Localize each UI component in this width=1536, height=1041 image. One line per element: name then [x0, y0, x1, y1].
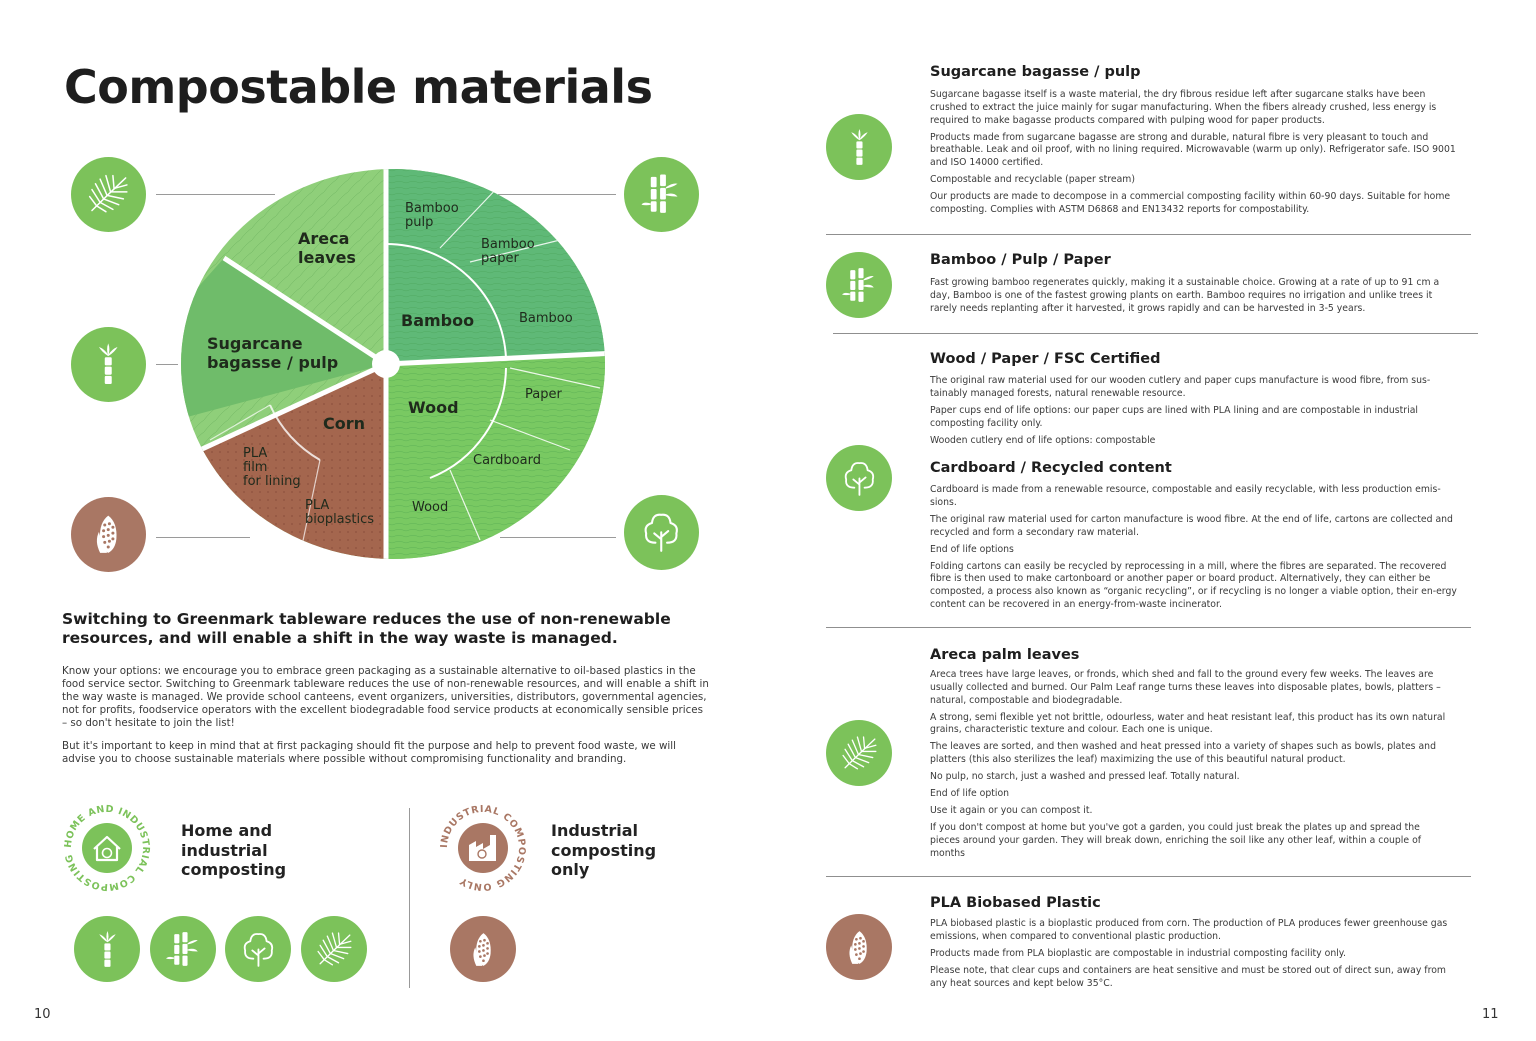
wheel-label-pla-film: PLA film for lining: [243, 446, 301, 489]
tree-icon: [225, 916, 291, 982]
section-title-cardboard: Cardboard / Recycled content: [930, 460, 1172, 476]
wheel-label-bamboo-paper: Bamboo paper: [481, 237, 535, 266]
tree-icon: [826, 445, 892, 511]
wheel-label-paper: Paper: [525, 387, 562, 402]
section-title-areca: Areca palm leaves: [930, 647, 1080, 663]
intro-heading: Switching to Greenmark tableware reduces the use of non-renewable resources, and will enable a shift in the way waste is managed.: [62, 610, 671, 647]
page-number-right: 11: [1482, 1007, 1499, 1022]
wheel-label-wood-outer: Wood: [412, 500, 449, 515]
section-divider: [826, 234, 1471, 235]
page-title: Compostable materials: [64, 60, 653, 114]
page-number-left: 10: [34, 1007, 51, 1022]
palm-leaf-icon: [826, 720, 892, 786]
intro-paragraph-2: But it's important to keep in mind that at first packaging should fit the purpose and help to prevent food waste, we will advise you to choose sustainable materials where possible without compromising functionality and branding.: [62, 740, 676, 765]
home-badge-ring-text: HOME AND INDUSTRIAL COMPOSTING: [62, 803, 152, 893]
sugarcane-icon: [826, 114, 892, 180]
section-body-sugarcane: Sugarcane bagasse itself is a waste material, the dry fibrous residue left after sugarcane stalks have been crushed to extract the juice mainly for sugar manufacturing. When the fibers already crushed, less energy is required to make bagasse products compared with pulping wood for paper products. Products made from sugarcane bagasse are strong and durable, natural fibre is very pleasant to touch and breathable. Leak and oil proof, with no lining required. Microwavable (warm up only). Refrigerator safe. ISO 9001 and ISO 14000 certified. Compostable and recyclable (paper stream) Our products are made to decompose in a commercial composting facility within 60-90 days. Suitable for home composting. Complies with ASTM D6868 and EN13432 reports for compostability.: [930, 89, 1456, 215]
intro-paragraph-1: Know your options: we encourage you to embrace green packaging as a sustainable alternative to oil-based plastics in the food service sector. Switching to Greenmark tableware reduces the use of non-renewable resources, and will enable a shift in the way waste is managed. We provide school canteens, event organizers, universities, distributors, governmental agencies, not for profits, foodservice operators with the excellent biodegradable food service products at economically sensible prices – so don't hesitate to join the list!: [62, 665, 709, 729]
wheel-label-bamboo: Bamboo: [401, 311, 475, 330]
wheel-label-cardboard: Cardboard: [473, 453, 541, 468]
connector-line: [156, 364, 178, 365]
corn-icon: [450, 916, 516, 982]
tree-icon: [624, 495, 699, 570]
section-divider: [833, 333, 1478, 334]
section-title-bamboo: Bamboo / Pulp / Paper: [930, 252, 1111, 268]
materials-wheel: [180, 165, 610, 565]
sugarcane-icon: [71, 327, 146, 402]
palm-leaf-icon: [301, 916, 367, 982]
section-title-wood: Wood / Paper / FSC Certified: [930, 351, 1161, 367]
badge-divider: [409, 808, 410, 988]
industrial-badge-ring-text: INDUSTRIAL COMPOSTING ONLY: [438, 803, 528, 893]
bamboo-icon: [624, 157, 699, 232]
industrial-composting-badge: [436, 801, 530, 895]
wheel-label-bamboo-outer: Bamboo: [519, 311, 573, 326]
corn-icon: [826, 914, 892, 980]
section-body-areca: Areca trees have large leaves, or fronds, which shed and fall to the ground every few weeks. The leaves are usually collected and burned. Our Palm Leaf range turns these leaves into disposable plates, bowls, platters – natural, compostable and biodegradable. A strong, semi flexible yet not brittle, odourless, water and heat resistant leaf, this product has its own natural grains, characteristic texture and colour. Each one is unique. The leaves are sorted, and then washed and heat pressed into a variety of shapes such as bowls, plates and platters (this also sterilizes the leaf) maximizing the use of this beautiful natural product. No pulp, no starch, just a washed and pressed leaf. Totally natural. End of life option Use it again or you can compost it. If you don't compost at home but you've got a garden, you could just break the plates up and spread the pieces around your garden. They will break down, enriching the soil like any other leaf, within a couple of months: [930, 669, 1446, 859]
wheel-label-bamboo-pulp: Bamboo pulp: [405, 201, 459, 230]
wheel-label-pla-bioplastics: PLA bioplastics: [305, 498, 375, 527]
section-body-cardboard: Cardboard is made from a renewable resource, compostable and easily recyclable, with less production emis-sions. The original raw material used for carton manufacture is wood fibre. At the end of life, cartons are collected and recycled and form a secondary raw material. End of life options Folding cartons can easily be recycled by reprocessing in a mill, where the fibres are separated. The recovered fibre is then used to make cartonboard or another paper or board product. Alternatively, they can either be composted, a process also known as “organic recycling”, or if recycling is no longer a viable option, their en-ergy content can be recovered in an energy-from-waste incinerator.: [930, 484, 1457, 610]
corn-icon: [71, 497, 146, 572]
home-composting-label: Home and industrial composting: [181, 821, 287, 879]
home-composting-badge: [60, 801, 154, 895]
bamboo-icon: [826, 252, 892, 318]
wheel-label-corn: Corn: [323, 414, 366, 433]
wheel-label-wood: Wood: [408, 398, 459, 417]
section-body-wood: The original raw material used for our wooden cutlery and paper cups manufacture is wood fibre, from sus-tainably managed forests, natural renewable resource. Paper cups end of life options: our paper cups are lined with PLA lining and are compostable in industrial composting facility only. Wooden cutlery end of life options: compostable: [930, 375, 1431, 446]
sugarcane-icon: [74, 916, 140, 982]
wheel-label-sugarcane: Sugarcane bagasse / pulp: [207, 334, 339, 372]
wheel-label-areca: Areca leaves: [298, 229, 356, 267]
section-body-pla: PLA biobased plastic is a bioplastic produced from corn. The production of PLA produces fewer greenhouse gas emissions, when compared to conventional plastic production. Products made from PLA bioplastic are compostable in industrial composting facility only. Please note, that clear cups and containers are heat sensitive and must be stored out of direct sun, away from any heat sources and kept below 35°C.: [930, 918, 1448, 989]
section-divider: [826, 876, 1471, 877]
section-title-sugarcane: Sugarcane bagasse / pulp: [930, 64, 1141, 80]
section-divider: [826, 627, 1471, 628]
section-title-pla: PLA Biobased Plastic: [930, 895, 1101, 911]
section-body-bamboo: Fast growing bamboo regenerates quickly, making it a sustainable choice. Growing at a rate of up to 91 cm a day, Bamboo is one of the fastest growing plants on earth. Bamboo requires no irrigation and unlike trees it rarely needs replanting after it harvested, it grows rapidly and can be harvested in 3-5 years.: [930, 277, 1440, 314]
industrial-composting-label: Industrial composting only: [551, 821, 657, 879]
palm-leaf-icon: [71, 157, 146, 232]
bamboo-icon: [150, 916, 216, 982]
